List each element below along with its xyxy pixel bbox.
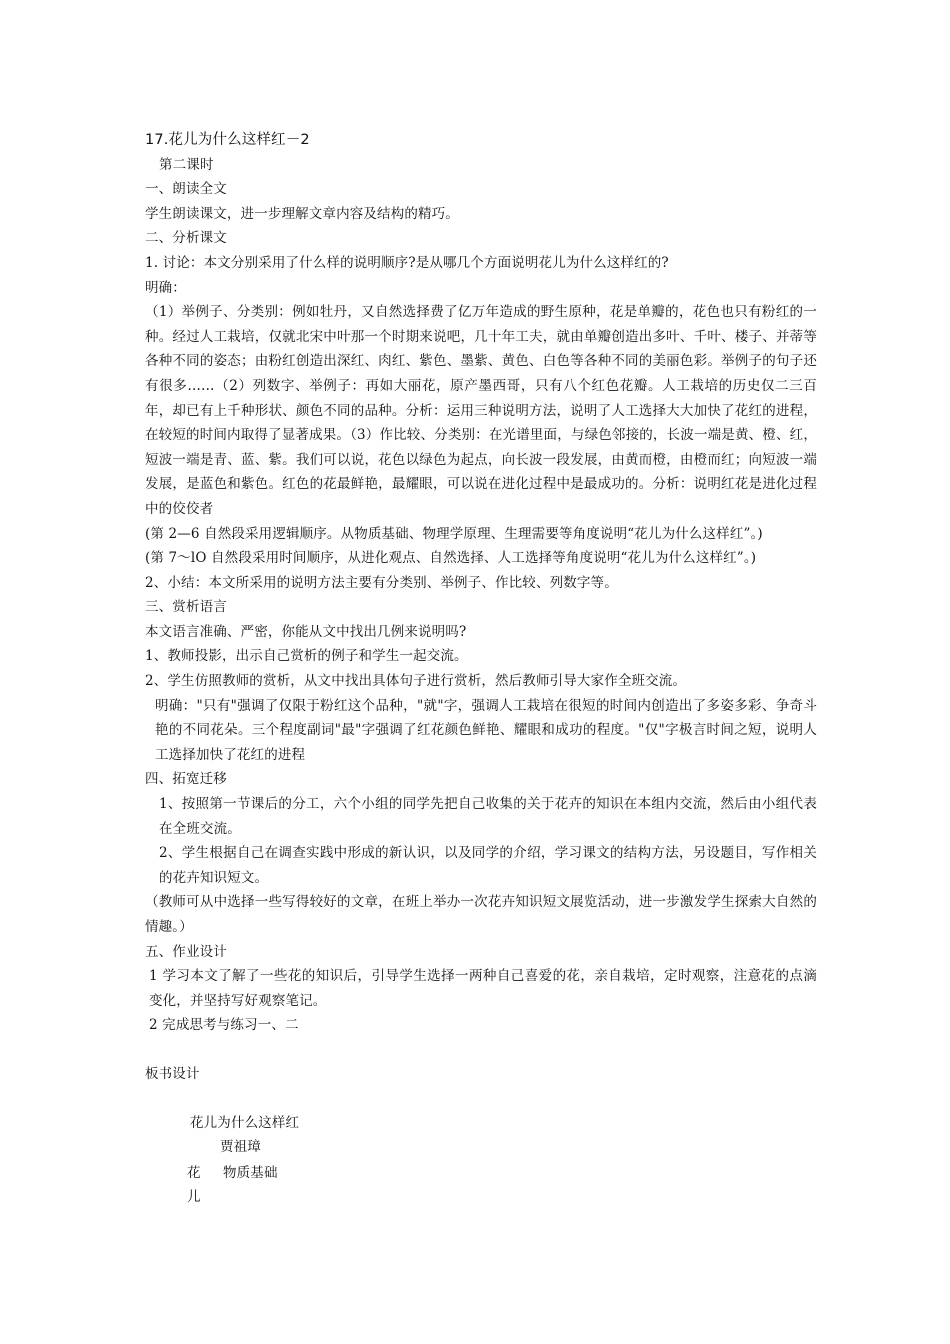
board-title: 花儿为什么这样红 [190,1114,300,1131]
section-heading-4: 四、拓宽迁移 [145,771,227,788]
paragraph: 本文语言准确、严密，你能从文中找出几例来说明吗? [145,623,467,640]
discussion-question: 1. 讨论：本文分别采用了什么样的说明顺序?是从哪几个方面说明花儿为什么这样红的? [145,254,669,271]
summary-paragraph: 2、小结：本文所采用的说明方法主要有分类别、举例子、作比较、列数字等。 [145,574,618,591]
paragraph: 2、学生仿照教师的赏析，从文中找出具体句子进行赏析，然后教师引导大家作全班交流。 [145,673,687,690]
paragraph: 1、按照第一节课后的分工，六个小组的同学先把自己收集的关于花卉的知识在本组内交流，然后由小组代表在全班交流。 [159,796,817,837]
paragraph: 2、学生根据自己在调查实践中形成的新认识，以及同学的介绍，学习课文的结构方法，另设题目，写作相关的花卉知识短文。 [159,845,817,886]
board-column-char: 儿 [187,1188,201,1205]
paragraph: 1、教师投影，出示自己赏析的例子和学生一起交流。 [145,648,468,665]
document-body [145,128,817,1221]
clarify-paragraph: 明确："只有"强调了仅限于粉红这个品种，"就"字，强调人工栽培在很短的时间内创造出了多姿多彩、争奇斗艳的不同花朵。三个程度副词"最"字强调了红花颜色鲜艳、耀眼和成功的程度。"仅"字极言时间之短，说明人工选择加快了花红的进程 [155,697,817,763]
paragraph: 2 完成思考与练习一、二 [149,1017,299,1034]
section-heading-3: 三、赏析语言 [145,599,227,616]
paragraph: 1 学习本文了解了一些花的知识后，引导学生选择一两种自己喜爱的花，亲自栽培，定时观察，注意花的点滴变化，并坚持写好观察笔记。 [149,968,817,1009]
board-author: 贾祖璋 [220,1138,261,1155]
paragraph: （教师可从中选择一些写得较好的文章，在班上举办一次花卉知识短文展览活动，进一步激发学生探索大自然的情趣。） [145,894,817,935]
board-design [145,1111,817,1221]
section-heading-5: 五、作业设计 [145,943,227,960]
order-note-1: (第 2—6 自然段采用逻辑顺序。从物质基础、物理学原理、生理需要等角度说明“花儿为什么这样红”。) [145,525,763,542]
paragraph: 学生朗读课文，进一步理解文章内容及结构的精巧。 [145,205,459,222]
spacer [145,1038,817,1062]
clarify-label: 明确： [145,279,186,296]
section-heading-2: 二、分析课文 [145,230,227,247]
board-item: 物质基础 [223,1164,278,1181]
board-column-char: 花 [187,1164,201,1181]
board-heading: 板书设计 [145,1065,200,1082]
analysis-paragraph: （1）举例子、分类别：例如牡丹，又自然选择费了亿万年造成的野生原种，花是单瓣的，花色也只有粉红的一种。经过人工栽培，仅就北宋中叶那一个时期来说吧，几十年工夫，就由单瓣创造出多叶、千叶、楼子、并蒂等各种不同的姿态；由粉红创造出深红、肉红、紫色、墨紫、黄色、白色等各种不同的美丽色彩。举例子的句子还有很多……（2）列数字、举例子：再如大丽花，原产墨西哥，只有八个红色花瓣。人工栽培的历史仅二三百年，却已有上千种形状、颜色不同的品种。分析：运用三种说明方法，说明了人工选择大大加快了花红的进程，在较短的时间内取得了显著成果。（3）作比较、分类别：在光谱里面，与绿色邻接的，长波一端是黄、橙、红，短波一端是青、蓝、紫。我们可以说，花色以绿色为起点，向长波一段发展，由黄而橙，由橙而红；向短波一端发展，是蓝色和紫色。红色的花最鲜艳，最耀眼，可以说在进化过程中是最成功的。分析：说明红花是进化过程中的佼佼者 [145,304,817,517]
spacer [145,1087,817,1111]
section-heading-1: 一、朗读全文 [145,181,227,198]
lesson-label: 第二课时 [159,156,214,173]
order-note-2: (第 7～lO 自然段采用时间顺序，从进化观点、自然选择、人工选择等角度说明“花儿为什么这样红”。) [145,550,757,567]
document-title: 17.花儿为什么这样红－2 [145,132,310,148]
